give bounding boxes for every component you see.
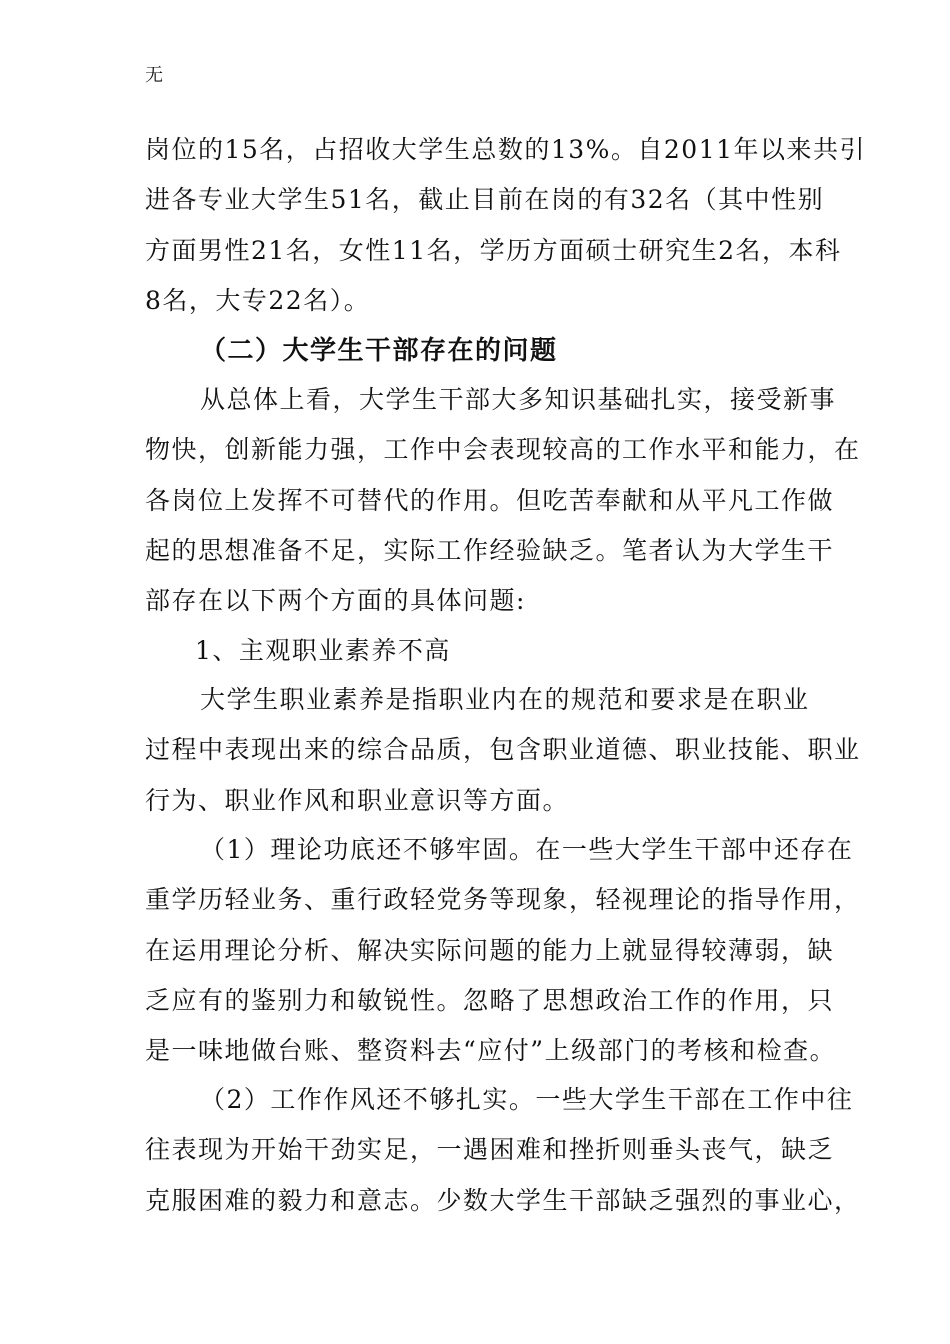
paragraph-line: 大学生职业素养是指职业内在的规范和要求是在职业 (200, 685, 810, 714)
paragraph-line: 部存在以下两个方面的具体问题: (145, 586, 526, 615)
paragraph-line: 往表现为开始干劲实足，一遇困难和挫折则垂头丧气，缺乏 (145, 1135, 835, 1164)
paragraph-line: 过程中表现出来的综合品质，包含职业道德、职业技能、职业 (145, 735, 861, 764)
paragraph-line: 岗位的15名，占招收大学生总数的13%。自2011年以来共引 (145, 135, 867, 164)
paragraph-line: 起的思想准备不足，实际工作经验缺乏。笔者认为大学生干 (145, 536, 835, 565)
header-mark: 无 (145, 65, 163, 86)
paragraph-line: 行为、职业作风和职业意识等方面。 (145, 786, 570, 815)
paragraph-line: 在运用理论分析、解决实际问题的能力上就显得较薄弱，缺 (145, 936, 835, 965)
paragraph-line: 8名，大专22名）。 (145, 286, 371, 315)
paragraph-line: 克服困难的毅力和意志。少数大学生干部缺乏强烈的事业心， (145, 1186, 861, 1215)
paragraph-line: 进各专业大学生51名，截止目前在岗的有32名（其中性别 (145, 185, 825, 214)
paragraph-line: （2）工作作风还不够扎实。一些大学生干部在工作中往 (200, 1085, 854, 1114)
paragraph-line: 物快，创新能力强，工作中会表现较高的工作水平和能力，在 (145, 435, 861, 464)
paragraph-line: 重学历轻业务、重行政轻党务等现象，轻视理论的指导作用， (145, 885, 861, 914)
section-heading: （二）大学生干部存在的问题 (200, 336, 558, 366)
paragraph-line: 乏应有的鉴别力和敏锐性。忽略了思想政治工作的作用，只 (145, 986, 835, 1015)
paragraph-line: 是一味地做台账、整资料去“应付”上级部门的考核和检查。 (145, 1036, 837, 1065)
paragraph-line: （1）理论功底还不够牢固。在一些大学生干部中还存在 (200, 835, 854, 864)
paragraph-line: 方面男性21名，女性11名，学历方面硕士研究生2名，本科 (145, 236, 842, 265)
paragraph-line: 从总体上看，大学生干部大多知识基础扎实，接受新事 (200, 385, 837, 414)
paragraph-line: 各岗位上发挥不可替代的作用。但吃苦奉献和从平凡工作做 (145, 486, 835, 515)
subsection-heading: 1、主观职业素养不高 (195, 636, 451, 665)
